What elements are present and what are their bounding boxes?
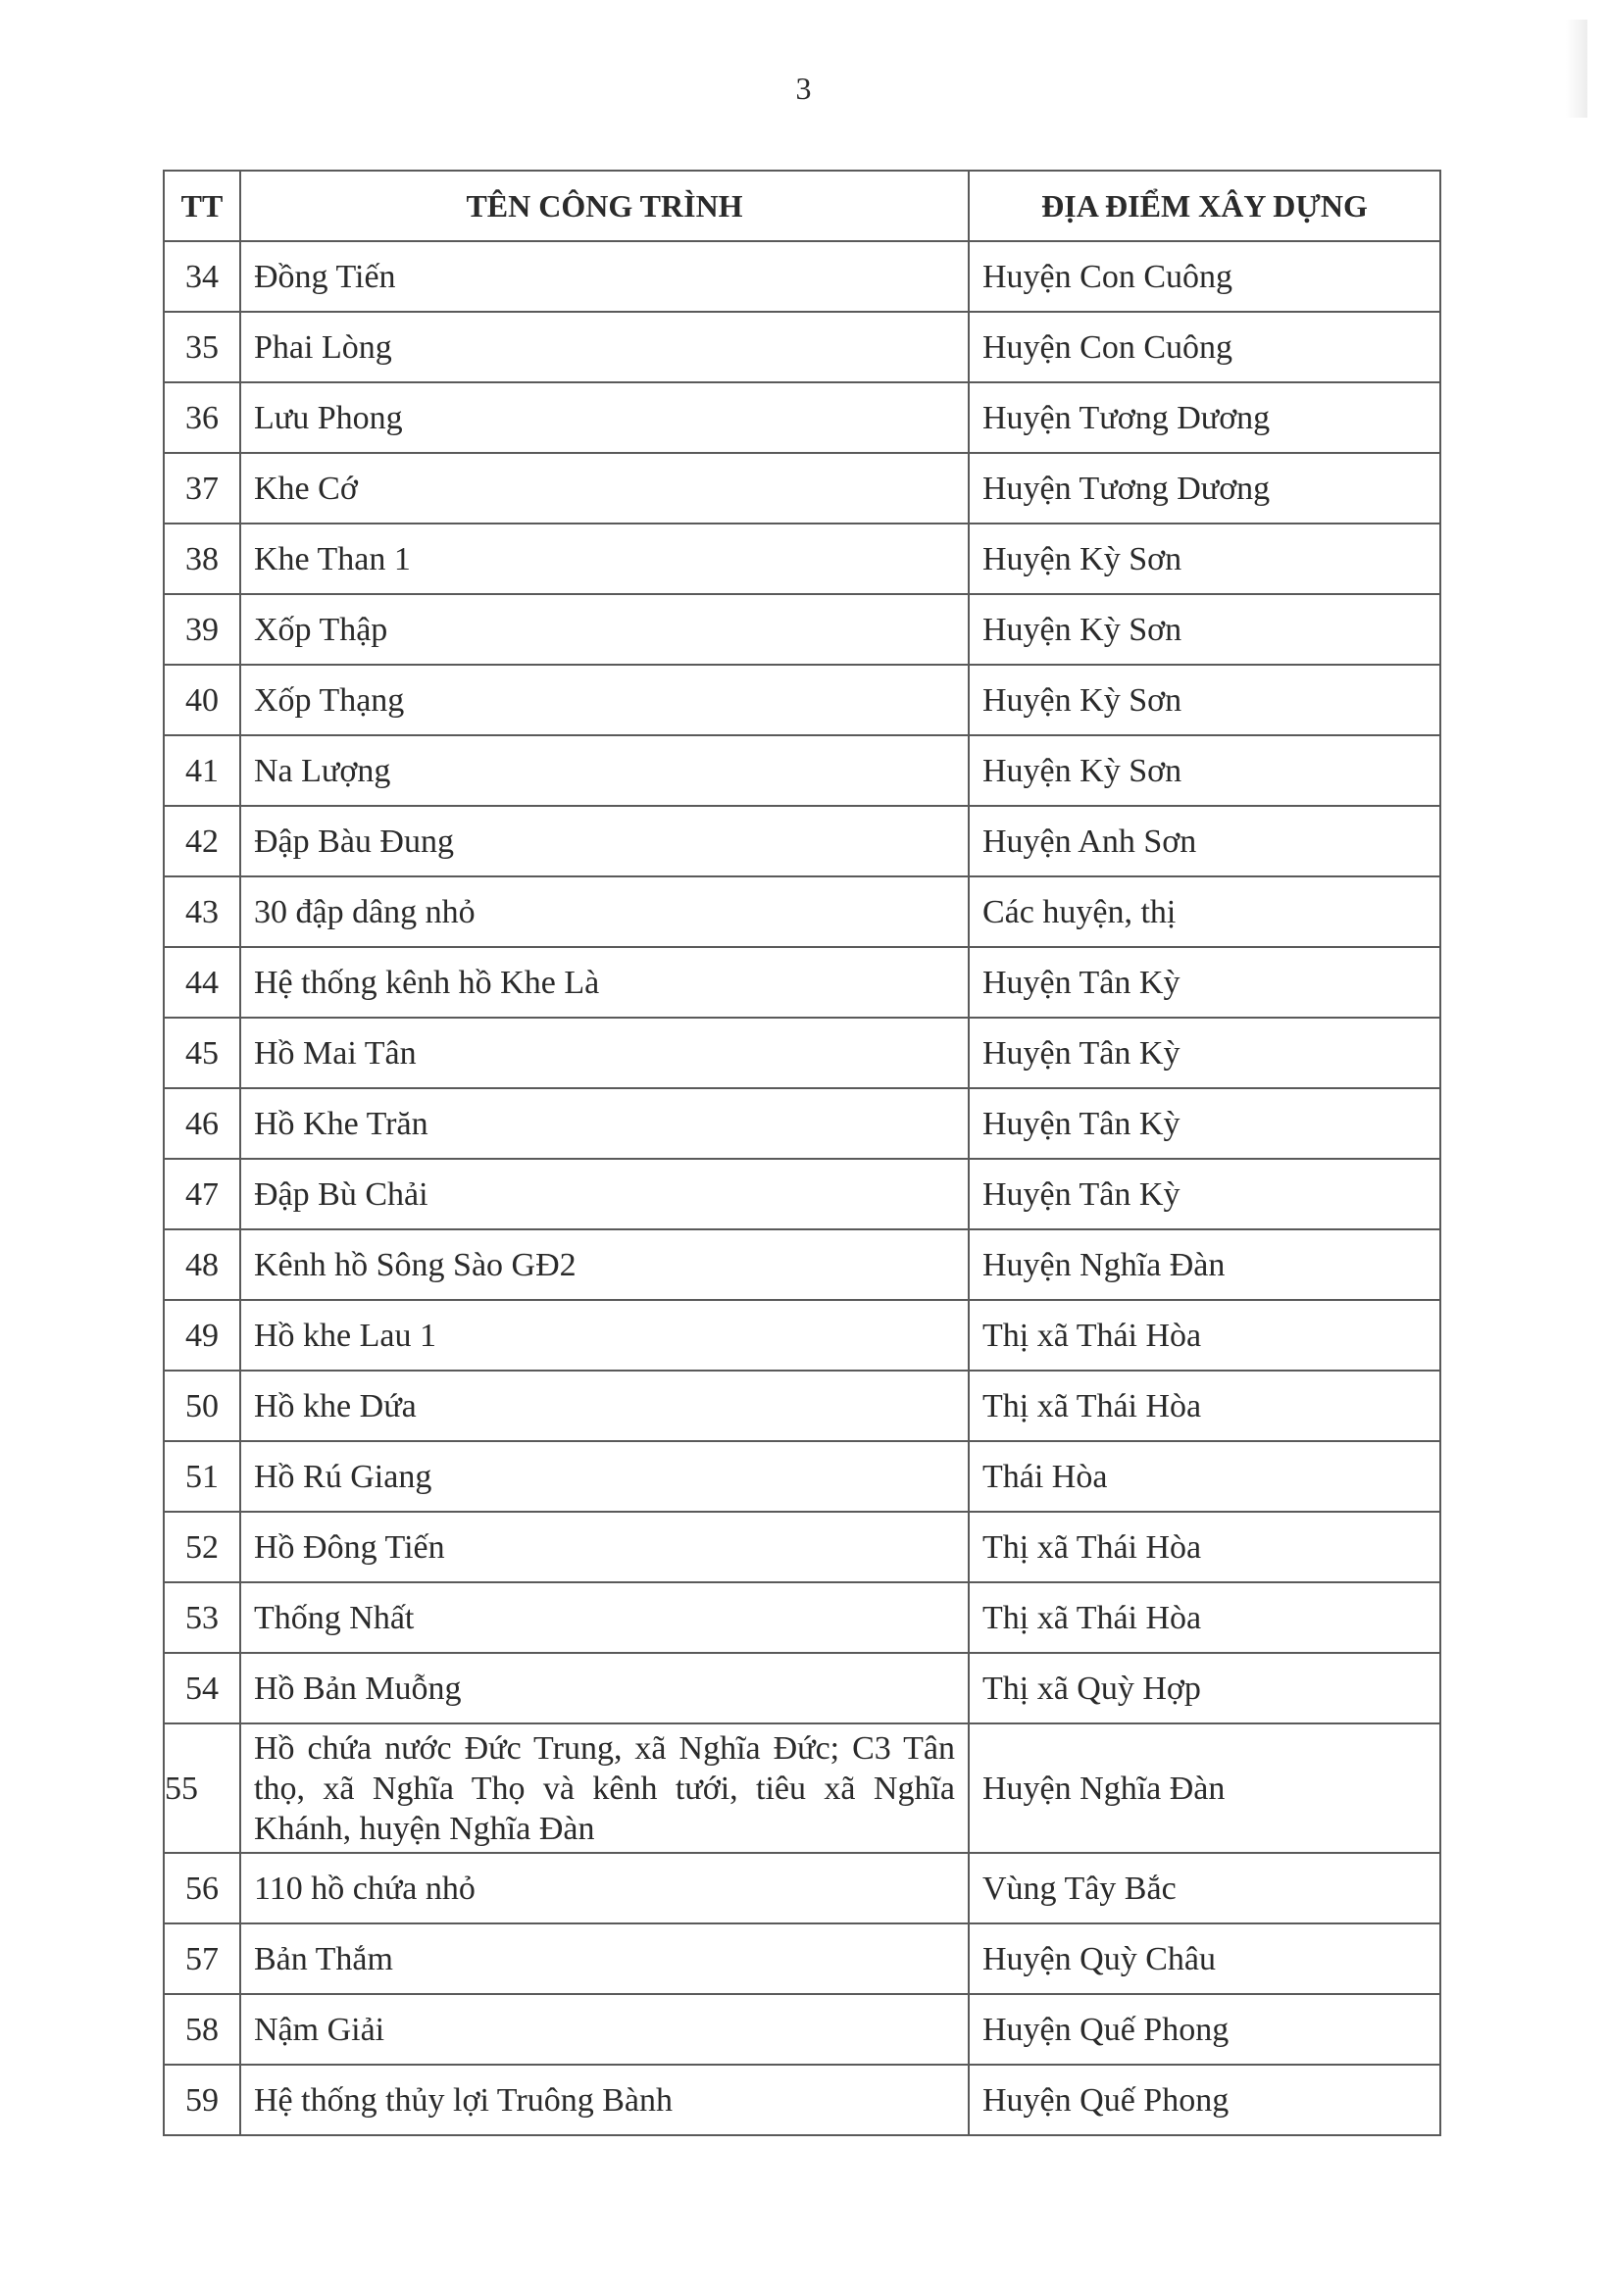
work-name: Hồ Bản Muỗng — [240, 1653, 969, 1723]
header-tt: TT — [164, 171, 240, 241]
work-name: Khe Than 1 — [240, 524, 969, 594]
row-number: 55 — [164, 1723, 240, 1853]
work-name: Na Lượng — [240, 735, 969, 806]
work-name: Bản Thắm — [240, 1923, 969, 1994]
work-location: Thị xã Thái Hòa — [969, 1582, 1440, 1653]
table-row — [164, 1300, 1440, 1371]
table-row — [164, 382, 1440, 453]
row-number: 57 — [164, 1923, 240, 1994]
row-number: 58 — [164, 1994, 240, 2065]
row-number: 43 — [164, 876, 240, 947]
work-location: Huyện Tân Kỳ — [969, 1088, 1440, 1159]
work-location: Huyện Con Cuông — [969, 241, 1440, 312]
header-work-name: TÊN CÔNG TRÌNH — [240, 171, 969, 241]
work-name: Hồ chứa nước Đức Trung, xã Nghĩa Đức; C3 Tân thọ, xã Nghĩa Thọ và kênh tưới, tiêu xã Nghĩa Khánh, huyện Nghĩa Đàn — [240, 1723, 969, 1853]
row-number: 41 — [164, 735, 240, 806]
work-location: Huyện Quế Phong — [969, 1994, 1440, 2065]
table-row — [164, 2065, 1440, 2135]
work-name: Nậm Giải — [240, 1994, 969, 2065]
row-number: 36 — [164, 382, 240, 453]
row-number: 56 — [164, 1853, 240, 1923]
work-name: Hồ Rú Giang — [240, 1441, 969, 1512]
table-row — [164, 1723, 1440, 1853]
row-number: 47 — [164, 1159, 240, 1229]
table-row — [164, 665, 1440, 735]
work-name: Đập Bù Chải — [240, 1159, 969, 1229]
table-row — [164, 1512, 1440, 1582]
work-name: Hồ khe Lau 1 — [240, 1300, 969, 1371]
work-location: Thái Hòa — [969, 1441, 1440, 1512]
table-row — [164, 1159, 1440, 1229]
row-number: 52 — [164, 1512, 240, 1582]
row-number: 48 — [164, 1229, 240, 1300]
work-location: Huyện Quế Phong — [969, 2065, 1440, 2135]
work-name: Xốp Thạng — [240, 665, 969, 735]
work-name: Hệ thống kênh hồ Khe Là — [240, 947, 969, 1018]
table-row — [164, 806, 1440, 876]
header-location: ĐỊA ĐIỂM XÂY DỰNG — [969, 171, 1440, 241]
work-location: Thị xã Thái Hòa — [969, 1300, 1440, 1371]
work-name: Hồ khe Dứa — [240, 1371, 969, 1441]
row-number: 46 — [164, 1088, 240, 1159]
work-name: Xốp Thập — [240, 594, 969, 665]
work-location: Huyện Nghĩa Đàn — [969, 1229, 1440, 1300]
page-number: 3 — [795, 71, 812, 106]
table-row — [164, 876, 1440, 947]
table-row — [164, 735, 1440, 806]
work-location: Huyện Kỳ Sơn — [969, 524, 1440, 594]
row-number: 49 — [164, 1300, 240, 1371]
work-name: Hồ Khe Trăn — [240, 1088, 969, 1159]
work-location: Huyện Quỳ Châu — [969, 1923, 1440, 1994]
work-location: Huyện Kỳ Sơn — [969, 594, 1440, 665]
row-number: 39 — [164, 594, 240, 665]
row-number: 42 — [164, 806, 240, 876]
work-location: Huyện Tân Kỳ — [969, 1018, 1440, 1088]
table-row — [164, 1441, 1440, 1512]
work-name: Hệ thống thủy lợi Truông Bành — [240, 2065, 969, 2135]
row-number: 51 — [164, 1441, 240, 1512]
work-location: Huyện Tương Dương — [969, 453, 1440, 524]
work-location: Huyện Anh Sơn — [969, 806, 1440, 876]
table-row — [164, 453, 1440, 524]
construction-works-table — [163, 170, 1441, 2136]
row-number: 59 — [164, 2065, 240, 2135]
work-location: Huyện Con Cuông — [969, 312, 1440, 382]
work-name: Phai Lòng — [240, 312, 969, 382]
work-name: Lưu Phong — [240, 382, 969, 453]
work-location: Huyện Tương Dương — [969, 382, 1440, 453]
table-row — [164, 1018, 1440, 1088]
work-location: Huyện Tân Kỳ — [969, 947, 1440, 1018]
work-location: Huyện Nghĩa Đàn — [969, 1723, 1440, 1853]
work-name: Thống Nhất — [240, 1582, 969, 1653]
row-number: 45 — [164, 1018, 240, 1088]
table-row — [164, 1229, 1440, 1300]
table-row — [164, 241, 1440, 312]
table-row — [164, 312, 1440, 382]
table-row — [164, 1088, 1440, 1159]
row-number: 35 — [164, 312, 240, 382]
table-row — [164, 1994, 1440, 2065]
row-number: 40 — [164, 665, 240, 735]
work-name: Khe Cớ — [240, 453, 969, 524]
table-row — [164, 1923, 1440, 1994]
work-name: 110 hồ chứa nhỏ — [240, 1853, 969, 1923]
work-name: Hồ Đông Tiến — [240, 1512, 969, 1582]
row-number: 34 — [164, 241, 240, 312]
work-location: Thị xã Thái Hòa — [969, 1371, 1440, 1441]
work-location: Huyện Tân Kỳ — [969, 1159, 1440, 1229]
work-name: 30 đập dâng nhỏ — [240, 876, 969, 947]
table-row — [164, 1653, 1440, 1723]
work-name: Đập Bàu Đung — [240, 806, 969, 876]
table-header-row — [164, 171, 1440, 241]
row-number: 53 — [164, 1582, 240, 1653]
work-location: Vùng Tây Bắc — [969, 1853, 1440, 1923]
table-row — [164, 947, 1440, 1018]
work-name: Đồng Tiến — [240, 241, 969, 312]
work-location: Thị xã Quỳ Hợp — [969, 1653, 1440, 1723]
work-name: Kênh hồ Sông Sào GĐ2 — [240, 1229, 969, 1300]
row-number: 50 — [164, 1371, 240, 1441]
work-location: Thị xã Thái Hòa — [969, 1512, 1440, 1582]
row-number: 44 — [164, 947, 240, 1018]
table-row — [164, 524, 1440, 594]
row-number: 38 — [164, 524, 240, 594]
table-row — [164, 1582, 1440, 1653]
work-location: Các huyện, thị — [969, 876, 1440, 947]
row-number: 37 — [164, 453, 240, 524]
table-row — [164, 1371, 1440, 1441]
table-row — [164, 1853, 1440, 1923]
work-location: Huyện Kỳ Sơn — [969, 735, 1440, 806]
work-location: Huyện Kỳ Sơn — [969, 665, 1440, 735]
table-row — [164, 594, 1440, 665]
work-name: Hồ Mai Tân — [240, 1018, 969, 1088]
row-number: 54 — [164, 1653, 240, 1723]
